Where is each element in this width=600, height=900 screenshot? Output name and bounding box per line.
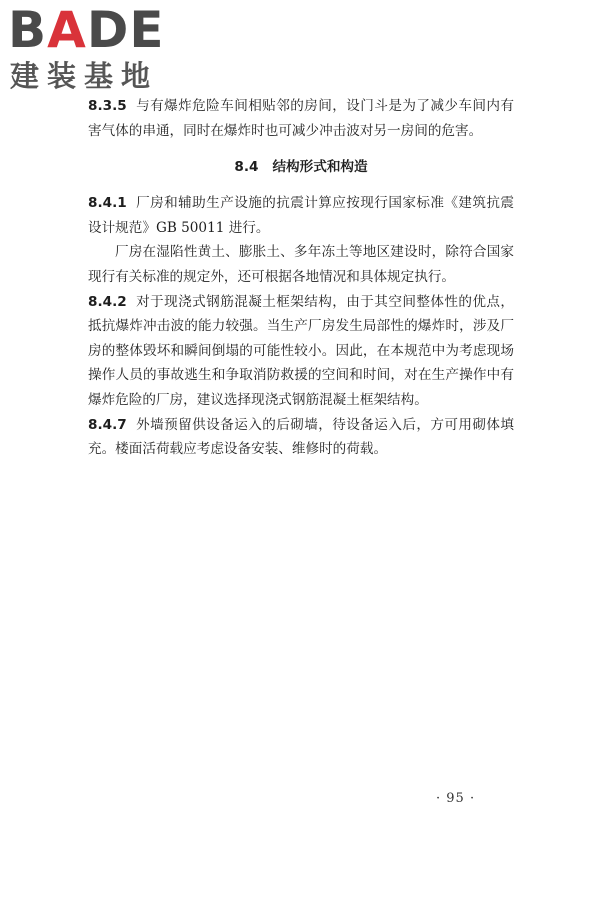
section-number: 8.4 (234, 159, 259, 176)
clause-8-4-1-continuation: 厂房在湿陷性黄土、膨胀土、多年冻土等地区建设时，除符合国家现行有关标准的规定外，还可根据各地情况和具体规定执行。 (88, 244, 514, 285)
logo-letter-a: A (47, 1, 87, 59)
logo-letter-b: B (8, 1, 48, 59)
page-number: · 95 · (436, 791, 476, 806)
section-title: 结构形式和构造 (272, 159, 368, 176)
logo (8, 2, 178, 94)
clause-number: 8.4.7 (88, 416, 127, 433)
clause-8-3-5 (88, 94, 514, 143)
clause-text: 外墙预留供设备运入的后砌墙，待设备运入后，方可用砌体填充。楼面活荷载应考虑设备安装、维修时的荷载。 (88, 416, 514, 458)
clause-text: 与有爆炸危险车间相贴邻的房间，设门斗是为了减少车间内有害气体的串通，同时在爆炸时也可减少冲击波对另一房间的危害。 (88, 98, 514, 139)
clause-text: 对于现浇式钢筋混凝土框架结构，由于其空间整体性的优点，抵抗爆炸冲击波的能力较强。当生产厂房发生局部性的爆炸时，涉及厂房的整体毁坏和瞬间倒塌的可能性较小。因此，在本规范中为考虑现场操作人员的事故逃生和争取消防救援的空间和时间，对在生产操作中有爆炸危险的厂房，建议选择现浇式钢筋混凝土框架结构。 (88, 293, 514, 408)
clause-number: 8.4.2 (88, 293, 127, 310)
logo-letters-de: DE (86, 1, 165, 59)
document-body (88, 94, 514, 462)
clause-8-4-1 (88, 191, 514, 240)
section-heading (88, 155, 514, 179)
clause-number: 8.4.1 (88, 195, 127, 212)
clause-8-4-2 (88, 290, 514, 413)
clause-8-4-7 (88, 413, 514, 462)
logo-subtitle: 建装基地 (10, 59, 159, 93)
logo-wordmark (8, 2, 165, 58)
clause-number: 8.3.5 (88, 98, 127, 114)
clause-text: 厂房和辅助生产设施的抗震计算应按现行国家标准《建筑抗震设计规范》GB 50011 进行。 (88, 195, 514, 236)
